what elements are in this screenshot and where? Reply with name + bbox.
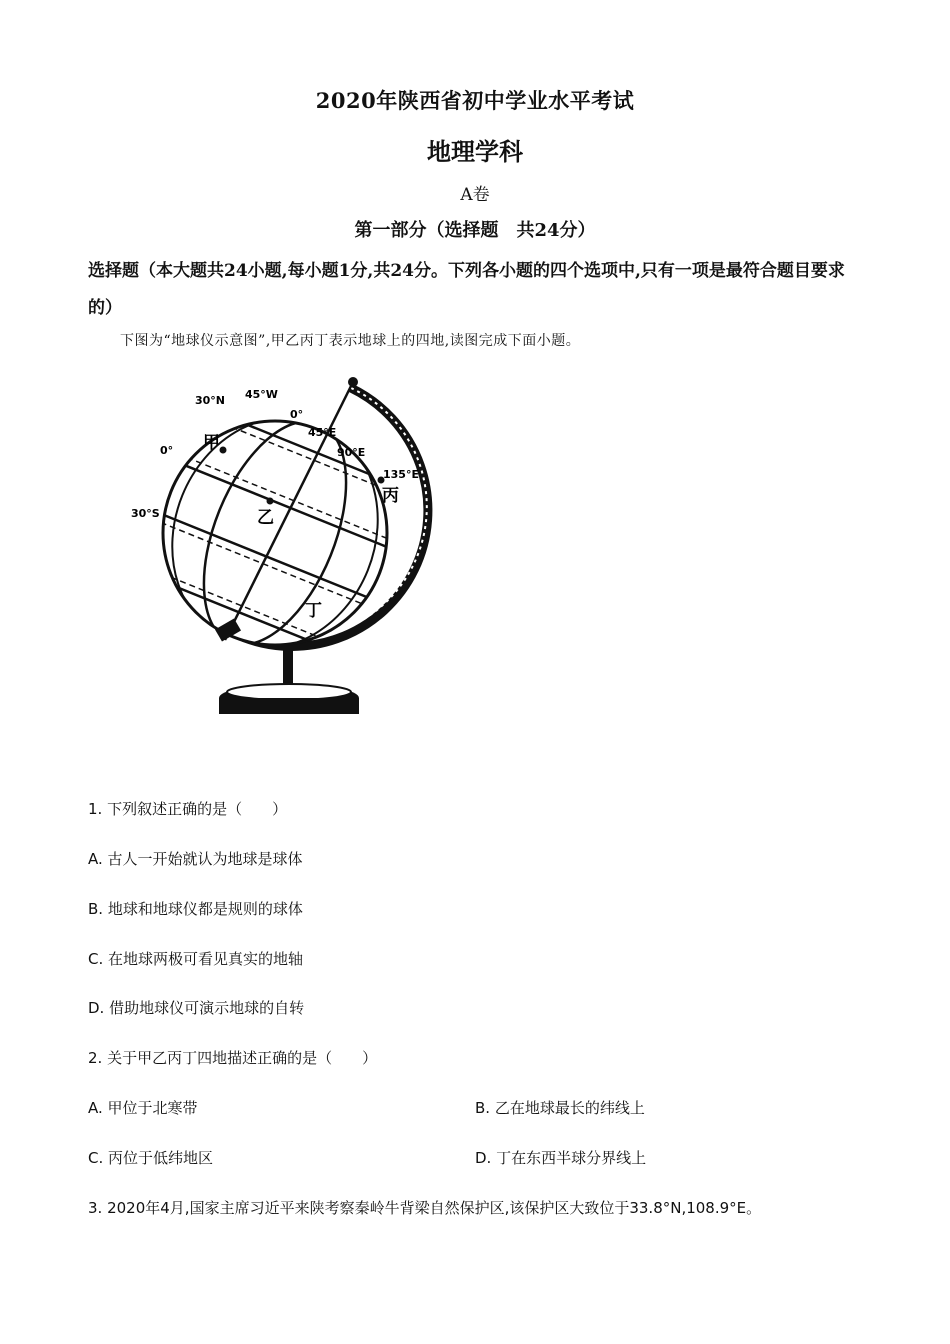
subject-title: 地理学科 xyxy=(427,137,523,166)
question-1-stem: 1. 下列叙述正确的是（ ） xyxy=(88,800,288,818)
part-title: 第一部分（选择题 共24分） xyxy=(354,220,596,241)
label-90e: 90°E xyxy=(337,446,366,459)
label-30s: 30°S xyxy=(131,507,160,520)
question-1-option-b[interactable]: B. 地球和地球仪都是规则的球体 xyxy=(88,900,303,918)
label-0-equator: 0° xyxy=(160,444,174,457)
exam-title: 2020年陕西省初中学业水平考试 xyxy=(315,88,635,113)
question-2-option-d[interactable]: D. 丁在东西半球分界线上 xyxy=(475,1149,647,1167)
label-yi: 乙 xyxy=(257,508,274,528)
question-1-option-d[interactable]: D. 借助地球仪可演示地球的自转 xyxy=(88,999,305,1017)
section-instructions: 选择题（本大题共24小题,每小题1分,共24分。下列各小题的四个选项中,只有一项是最符合题目要求的） xyxy=(88,261,845,318)
figure-intro: 下图为“地球仪示意图”,甲乙丙丁表示地球上的四地,读图完成下面小题。 xyxy=(120,333,581,349)
point-yi xyxy=(267,498,274,505)
question-2-stem: 2. 关于甲乙丙丁四地描述正确的是（ ） xyxy=(88,1049,378,1067)
label-30n: 30°N xyxy=(195,394,226,407)
question-3-stem: 3. 2020年4月,国家主席习近平来陕考察秦岭牛背梁自然保护区,该保护区大致位于33.8°N,108.9°E。 xyxy=(88,1199,762,1217)
label-bing: 丙 xyxy=(382,486,399,506)
label-45e: 45°E xyxy=(308,426,337,439)
label-135e: 135°E xyxy=(383,468,419,481)
globe-figure xyxy=(115,368,455,728)
label-45w: 45°W xyxy=(245,388,278,401)
question-2-option-a[interactable]: A. 甲位于北寒带 xyxy=(88,1099,198,1117)
question-2-option-b[interactable]: B. 乙在地球最长的纬线上 xyxy=(475,1099,645,1117)
label-jia: 甲 xyxy=(203,433,220,453)
question-2-option-c[interactable]: C. 丙位于低纬地区 xyxy=(88,1149,214,1167)
axis-cap-top xyxy=(348,377,358,387)
label-0-meridian: 0° xyxy=(290,408,304,421)
question-1-option-a[interactable]: A. 古人一开始就认为地球是球体 xyxy=(88,850,303,868)
point-jia xyxy=(220,447,227,454)
volume-label: A卷 xyxy=(460,185,490,205)
label-ding: 丁 xyxy=(305,601,322,621)
question-1-option-c[interactable]: C. 在地球两极可看见真实的地轴 xyxy=(88,950,304,968)
